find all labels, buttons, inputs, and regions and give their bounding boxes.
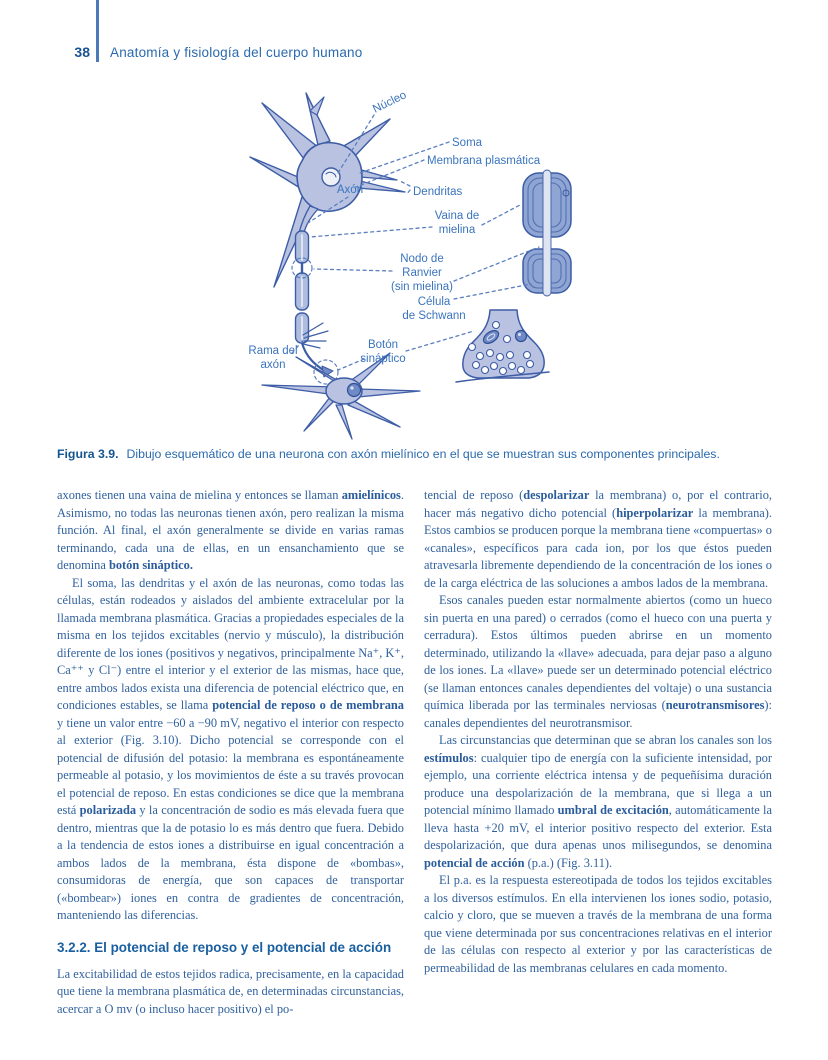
paragraph: tencial de reposo (despolarizar la membrana) o, por el contrario, hacer más negativo dicho potencial (hiperpolarizar la membrana). Estos cambios se producen porque la membrana tiene «compuertas» o «canales», específicos para cada ion, por los que éstos pueden atravesarla libremente dependiendo de la concentración de los iones o de la carga eléctrica de las soluciones a ambos lados de la membrana.	[424, 488, 773, 590]
running-header-title: Anatomía y fisiología del cuerpo humano	[110, 45, 363, 60]
label-node-ranvier-3: (sin mielina)	[391, 281, 453, 293]
text-column-right	[424, 487, 772, 977]
label-soma: Soma	[452, 137, 483, 149]
figure-caption-label: Figura 3.9.	[57, 447, 119, 461]
label-node-ranvier-1: Nodo de	[400, 253, 444, 265]
axon-core	[543, 170, 551, 296]
label-schwann-cell-2: de Schwann	[402, 310, 466, 322]
label-dendrites: Dendritas	[413, 186, 463, 198]
paragraph: El p.a. es la respuesta estereotipada de todos los tejidos excitables a los diversos estímulos. En ella intervienen los iones sodio, potasio, calcio y cloro, que se mueven a través de la membrana de una forma que viene determinada por sus concentraciones relativas en el interior de las células con respecto al exterior y por las características de permeabilidad de las membranas celulares en cada momento.	[424, 873, 772, 975]
figure-caption	[57, 446, 773, 462]
header-vertical-rule	[96, 0, 99, 62]
paragraph: Esos canales pueden estar normalmente abiertos (como un hueco sin puerta en una pared) o cerrados (como el hueco con una puerta y cerradura). Estos últimos pueden abrirse en un momento determinado, utilizando la «llave» adecuada, para dejar paso a alguno de los iones. La «llave» puede ser un determinado potencial eléctrico (se llaman entonces canales dependientes del voltaje) o una sustancia química liberada por las terminales nerviosas (neurotransmisores): canales dependientes del neurotransmisor.	[424, 593, 772, 730]
schwann-cell-wrap	[523, 170, 571, 296]
synaptic-bouton-detail	[456, 310, 549, 382]
paragraph: axones tienen una vaina de mielina y entonces se llaman amielínicos. Asimismo, no todas las neuronas tienen axón, pero realizan la misma función. Al final, el axón generalmente se divide en varias ramas terminando, cada una de ellas, en un ensanchamiento que se denomina botón sináptico.	[57, 488, 404, 572]
section-heading: 3.2.2. El potencial de reposo y el potencial de acción	[57, 939, 392, 955]
label-node-ranvier-2: Ranvier	[402, 267, 442, 279]
label-synaptic-bouton-1: Botón	[367, 339, 399, 351]
page-number: 38	[74, 44, 90, 60]
label-synaptic-bouton-2: sináptico	[360, 353, 406, 365]
label-nucleus: Núcleo	[371, 89, 409, 116]
label-myelin-sheath-2: mielina	[438, 224, 476, 236]
label-plasma-membrane: Membrana plasmática	[427, 155, 541, 167]
label-axon-branch-1: Rama del	[248, 345, 298, 357]
figure-caption-text: Dibujo esquemático de una neurona con axón mielínico en el que se muestran sus componentes principales.	[126, 447, 720, 461]
label-schwann-cell-1: Célula	[417, 296, 451, 308]
axon-myelin	[292, 231, 338, 384]
target-cell	[262, 353, 420, 439]
paragraph: Las circunstancias que determinan que se abran los canales son los estímulos: cualquier tipo de energía con la suficiente intensidad, por ejemplo, una corriente eléctrica intensa y de pequeñísima duración produce una despolarización de la membrana, que si llega a un potencial mínimo llamado umbral de excitación, automáticamente la lleva hasta +20 mV, el interior positivo respecto del exterior. Esta despolarización, que dura apenas unos milisegundos, se denomina potencial de acción (p.a.) (Fig. 3.11).	[424, 733, 772, 870]
text-column-left	[57, 487, 404, 1018]
paragraph: El soma, las dendritas y el axón de las neuronas, como todas las células, están rodeados y aislados del ambiente extracelular por la llamada membrana plasmática. Gracias a propiedades especiales de la misma en los tejidos excitables (nervio y músculo), la distribución diferente de los iones (positivos y negativos, principalmente Na⁺, K⁺, Ca⁺⁺ y Cl⁻) entre el interior y el exterior de las mismas, hace que, entre ambos lados exista una diferencia de potencial eléctrico que, en condiciones estables, se llama potencial de reposo o de membrana y tiene un valor entre −60 a −90 mV, negativo el interior con respecto al exterior (Fig. 3.10). Dicho potencial se corresponde con el potencial de difusión del potasio: la membrana es espontáneamente permeable al potasio, y los movimientos de éste a su través provocan el potencial de reposo. En estas condiciones se dice que la membrana está polarizada y la concentración de sodio es más elevada fuera que dentro, mientras que la de potasio lo es más dentro que fuera. Debido a la tendencia de estos iones a distribuirse en igual concentración a ambos lados de la membrana, ésta dispone de «bombas», consumidoras de energía, que son capaces de transportar («bombear») iones en contra de gradientes de concentración, manteniendo las diferencias.	[57, 575, 404, 922]
neuron-soma	[250, 93, 405, 287]
paragraph: La excitabilidad de estos tejidos radica, precisamente, en la capacidad que tiene la membrana plasmática de, en determinadas circunstancias, acercar a O mv (o incluso hacer positivo) el po-	[57, 966, 404, 1016]
label-myelin-sheath-1: Vaina de	[434, 210, 480, 222]
label-axon-branch-2: axón	[260, 359, 286, 371]
target-cell-nucleus	[348, 384, 361, 397]
figure-neuron-diagram	[244, 85, 584, 441]
neuron-svg	[244, 85, 584, 441]
label-axon: Axón	[336, 184, 364, 196]
